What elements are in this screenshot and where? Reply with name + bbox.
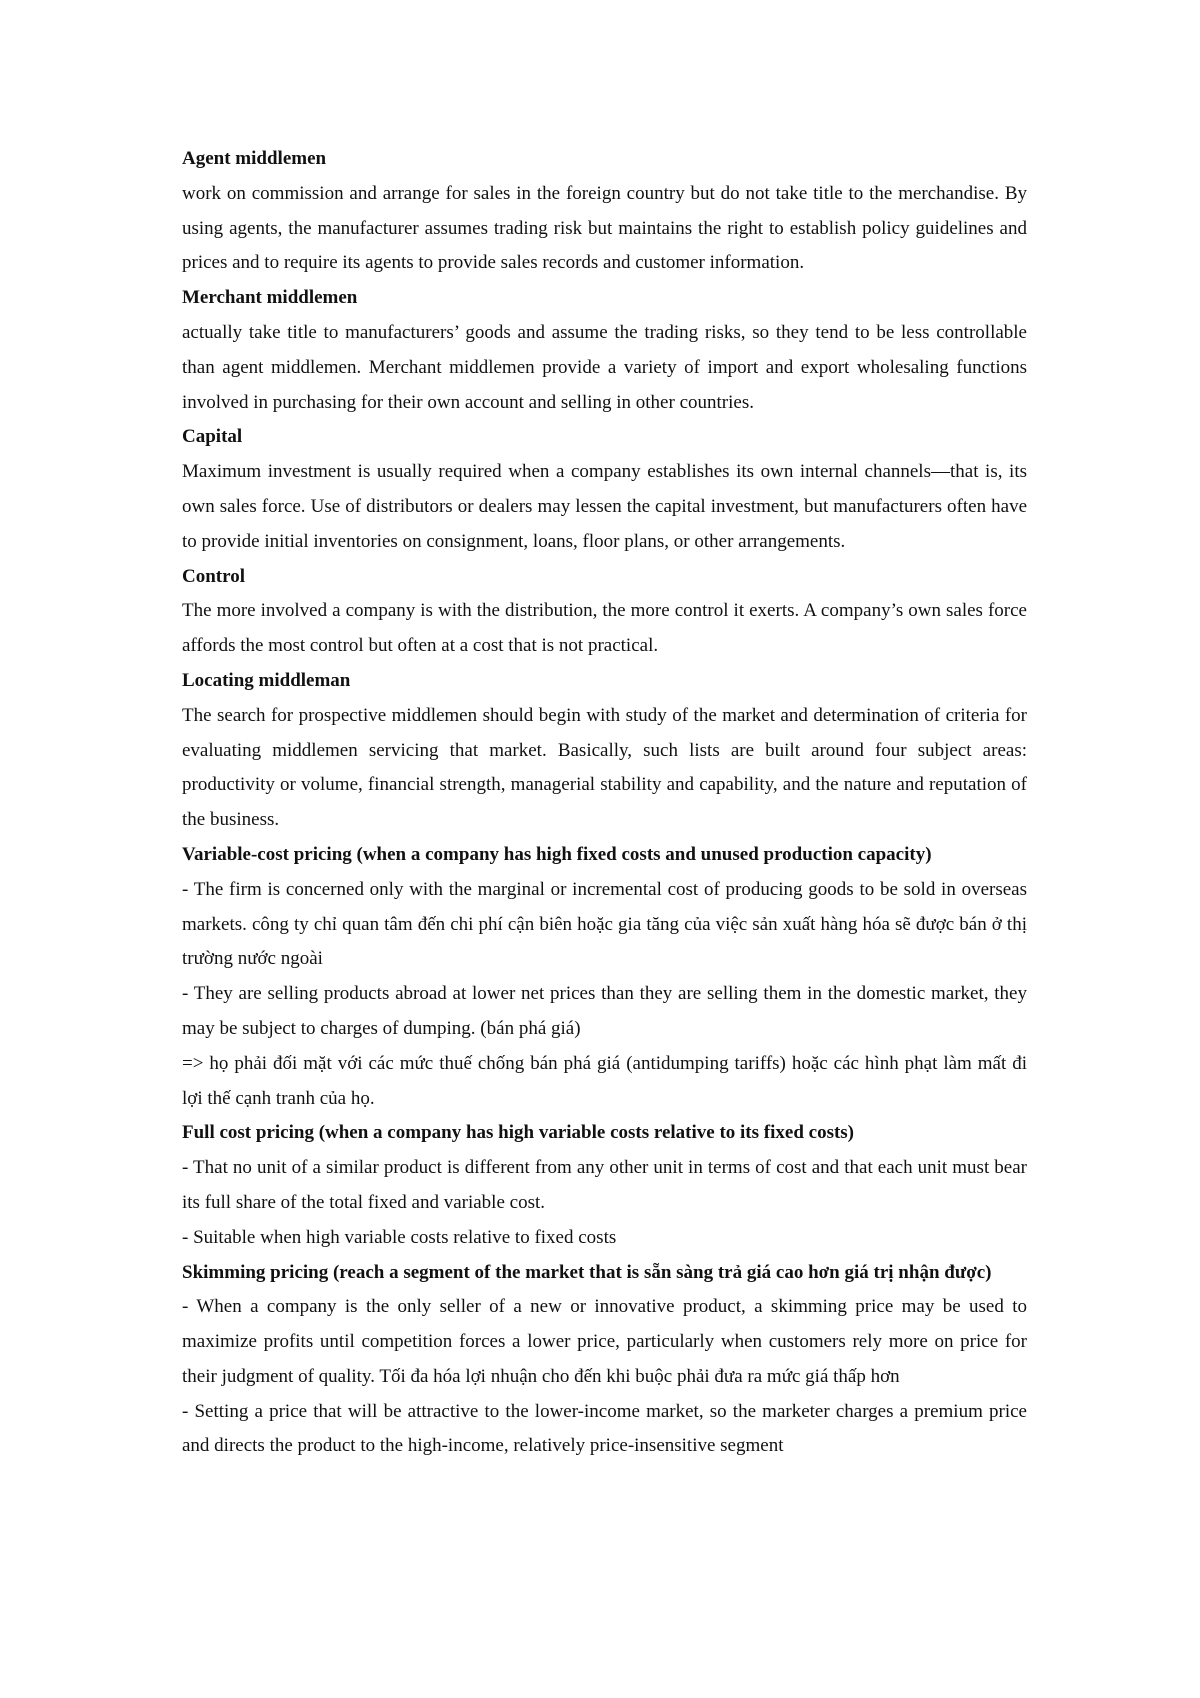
heading-capital: Capital [182, 426, 243, 448]
paragraph-locating-middleman: The search for prospective middlemen should begin with study of the market and determination of criteria for evaluating middlemen servicing that market. Basically, such lists are built around four subject areas: productivity or volume, financial strength, managerial stability and capability, and the nature and reputation of the business. [182, 704, 1027, 831]
paragraph-skimming-1: - When a company is the only seller of a new or innovative product, a skimming price may be used to maximize profits until competition forces a lower price, particularly when customers rely more on price for their judgment of quality. Tối đa hóa lợi nhuận cho đến khi buộc phải đưa ra mức giá thấp hơn [182, 1296, 1027, 1387]
paragraph-full-cost-2: - Suitable when high variable costs relative to fixed costs [182, 1226, 617, 1248]
heading-merchant-middlemen: Merchant middlemen [182, 287, 358, 309]
paragraph-control: The more involved a company is with the distribution, the more control it exerts. A company’s own sales force affords the most control but often at a cost that is not practical. [182, 600, 1027, 657]
document-body [182, 142, 1027, 1464]
heading-agent-middlemen: Agent middlemen [182, 148, 327, 169]
paragraph-variable-cost-2: - They are selling products abroad at lower net prices than they are selling them in the domestic market, they may be subject to charges of dumping. (bán phá giá) [182, 983, 1027, 1039]
heading-control: Control [182, 565, 245, 587]
heading-variable-cost-pricing: Variable-cost pricing (when a company has high fixed costs and unused production capacity) [182, 843, 932, 865]
paragraph-capital: Maximum investment is usually required when a company establishes its own internal channels—that is, its own sales force. Use of distributors or dealers may lessen the capital investment, but manufacturers often have to provide initial inventories on consignment, loans, floor plans, or other arrangements. [182, 461, 1027, 552]
paragraph-variable-cost-1: - The firm is concerned only with the marginal or incremental cost of producing goods to be sold in overseas markets. công ty chỉ quan tâm đến chi phí cận biên hoặc gia tăng của việc sản xuất hàng hóa sẽ được bán ở thị trường nước ngoài [182, 878, 1027, 970]
paragraph-merchant-middlemen: actually take title to manufacturers’ goods and assume the trading risks, so they tend to be less controllable than agent middlemen. Merchant middlemen provide a variety of import and export wholesaling functions involved in purchasing for their own account and selling in other countries. [182, 321, 1027, 413]
heading-skimming-pricing: Skimming pricing (reach a segment of the market that is sẵn sàng trả giá cao hơn giá trị nhận được) [182, 1261, 992, 1283]
paragraph-variable-cost-3: => họ phải đối mặt với các mức thuế chống bán phá giá (antidumping tariffs) hoặc các hình phạt làm mất đi lợi thế cạnh tranh của họ. [182, 1052, 1027, 1109]
paragraph-full-cost-1: - That no unit of a similar product is different from any other unit in terms of cost and that each unit must bear its full share of the total fixed and variable cost. [182, 1157, 1027, 1213]
heading-locating-middleman: Locating middleman [182, 669, 351, 691]
paragraph-skimming-2: - Setting a price that will be attractive to the lower-income market, so the marketer charges a premium price and directs the product to the high-income, relatively price-insensitive segment [182, 1400, 1027, 1457]
paragraph-agent-middlemen: work on commission and arrange for sales in the foreign country but do not take title to the merchandise. By using agents, the manufacturer assumes trading risk but maintains the right to establish policy guidelines and prices and to require its agents to provide sales records and customer information. [182, 182, 1027, 274]
heading-full-cost-pricing: Full cost pricing (when a company has high variable costs relative to its fixed costs) [182, 1122, 855, 1144]
